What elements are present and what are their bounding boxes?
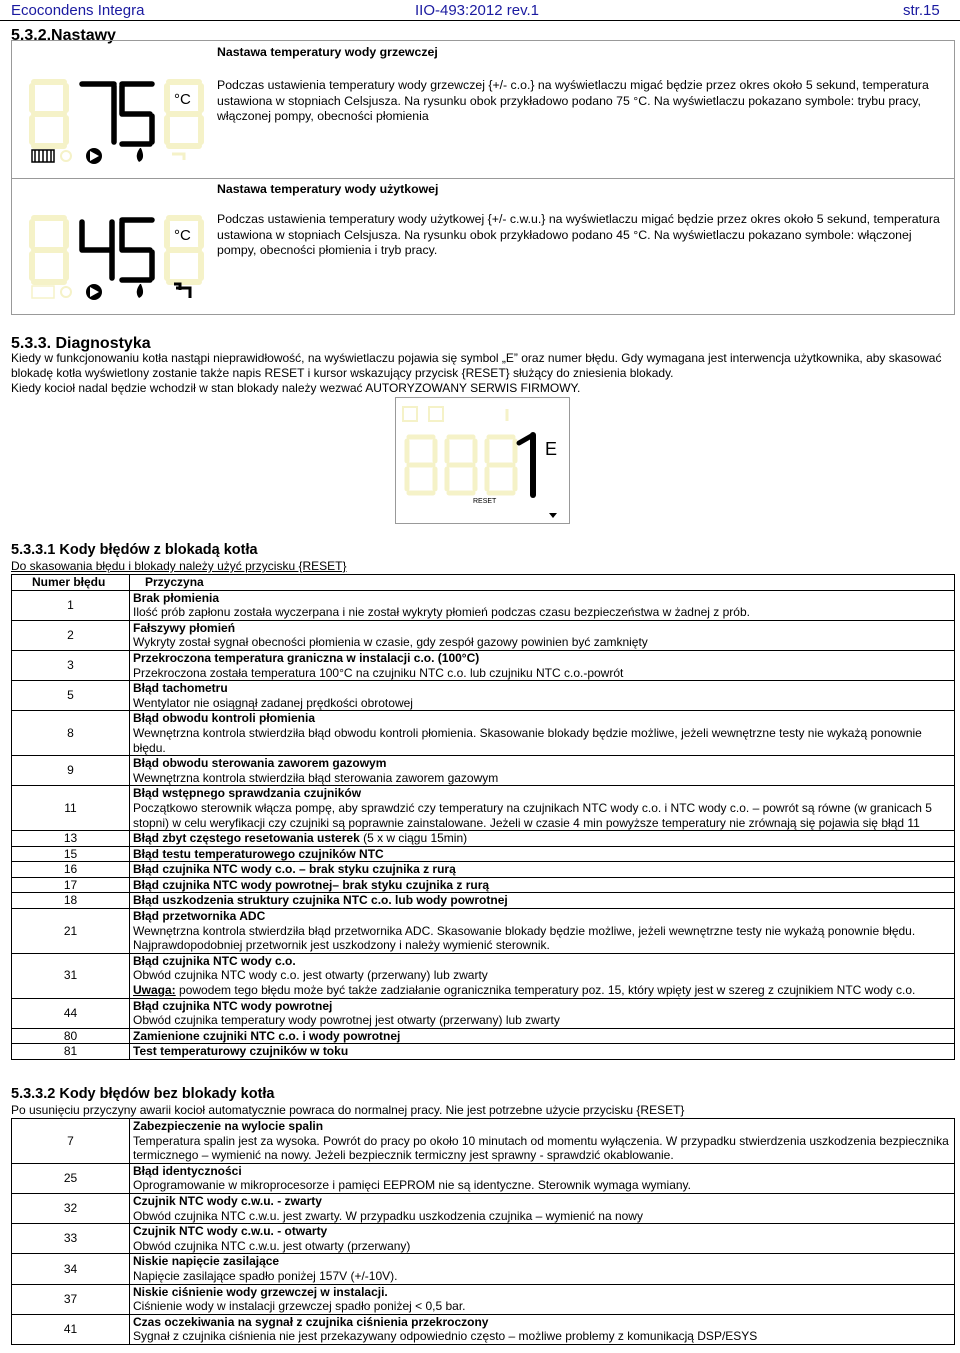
ch-unit: °C — [174, 91, 191, 108]
diagnostics-text: Kiedy w funkcjonowaniu kotła nastąpi nieprawidłowość, na wyświetlaczu pojawia się symbol „E” oraz numer błędu. Gdy wymagana jest interwencja użytkownika, aby skasować blokadę kotła wyświetlony zostanie także napis RESET i kursor wskazujący przycisk {RESET} służący do zniesienia blokady. — [11, 351, 942, 380]
error-number: 81 — [12, 1044, 130, 1060]
error-title: Błąd czujnika NTC wody c.o. – brak styku czujnika z rurą — [133, 862, 456, 877]
table-row — [12, 1254, 955, 1284]
error-number: 21 — [12, 909, 130, 954]
error-title: Błąd obwodu sterowania zaworem gazowym — [133, 756, 387, 771]
dhw-setting-text: Podczas ustawienia temperatury wody użytkowej {+/- c.w.u.} na wyświetlaczu migać będzie przez okres około 5 sekund, temperatura ustawiona w stopniach Celsjusza. Na rysunku obok przykładowo podano 45 °C. Na wyświetlaczu pokazano symbole: włączonej pompy, obecności płomienia i tryb pracy. — [217, 212, 940, 257]
error-symbol: E — [545, 439, 558, 459]
error-number: 41 — [12, 1314, 130, 1344]
error-cause — [130, 893, 955, 909]
error-cause — [130, 786, 955, 831]
error-description: Wykryty został sygnał obecności płomienia w czasie, gdy zespół gazowy powinien być zamknięty — [133, 635, 648, 650]
error-cause — [130, 1314, 955, 1344]
table-row — [12, 681, 955, 711]
nolock-table-intro: Po usunięciu przyczyny awarii kocioł automatycznie powraca do normalnej pracy. Nie jest potrzebne użycie przycisku {RESET} — [11, 1103, 685, 1117]
ch-display-illustration — [24, 72, 209, 172]
error-title: Test temperaturowy czujników w toku — [133, 1044, 349, 1059]
error-description: Wentylator nie osiągnął zadanej prędkości obrotowej — [133, 695, 413, 710]
error-description: Przekroczona została temperatura 100°C na czujniku NTC c.o. lub czujniku NTC c.o.-powrót — [133, 665, 624, 680]
ch-setting-title: Nastawa temperatury wody grzewczej — [217, 45, 438, 59]
error-number: 32 — [12, 1193, 130, 1223]
section-title-533: 5.3.3. Diagnostyka — [11, 335, 151, 352]
error-cause — [130, 846, 955, 862]
error-description: Obwód czujnika NTC wody c.o. jest otwarty (przerwany) lub zwarty — [133, 968, 488, 983]
error-cause — [130, 620, 955, 650]
error-title: Czujnik NTC wody c.w.u. - zwarty — [133, 1193, 322, 1208]
doc-title: Ecocondens Integra — [11, 2, 145, 19]
error-title: Niskie ciśnienie wody grzewczej w instalacji. — [133, 1284, 388, 1299]
error-cause — [130, 1193, 955, 1223]
table-row — [12, 909, 955, 954]
dhw-setting-title: Nastawa temperatury wody użytkowej — [217, 182, 439, 196]
error-title: Błąd przetwornika ADC — [133, 909, 266, 924]
table-row — [12, 1044, 955, 1060]
table-row — [12, 893, 955, 909]
table-row — [12, 1193, 955, 1223]
reset-label: RESET — [473, 498, 497, 505]
diagnostics-text-2: Kiedy kocioł nadal będzie wchodził w stan blokady należy wezwać AUTORYZOWANY SERWIS FIRMOWY. — [11, 381, 581, 395]
table-row — [12, 1119, 955, 1164]
error-number: 5 — [12, 681, 130, 711]
error-description: Wewnętrzna kontrola stwierdziła błąd obwodu kontroli płomienia. Skasowanie blokady będzie możliwe, jeżeli wewnętrzne testy nie wykażą ponownie błędu. — [133, 725, 922, 755]
error-description: Ilość prób zapłonu została wyczerpana i nie został wykryty płomień podczas czasu bezpieczeństwa w żadnej z prób. — [133, 605, 750, 620]
error-description: Wewnętrzna kontrola stwierdziła błąd sterowania zaworem gazowym — [133, 770, 499, 785]
error-description-2: Najprawdopodobniej przetwornik jest uszkodzony i należy wymienić sterownik. — [133, 938, 550, 953]
error-description: Napięcie zasilające spadło poniżej 157V (+/-10V). — [133, 1268, 398, 1283]
nolock-error-table — [11, 1118, 955, 1345]
table-row — [12, 862, 955, 878]
header-rule — [0, 20, 960, 21]
table-row — [12, 846, 955, 862]
error-description: Początkowo sterownik włącza pompę, aby sprawdzić czy temperatury na czujnikach NTC wody c.o. i NTC wody c.o. – powrót są równe (w granicach 5 stopni) w celu weryfikacji czy czujniki są poprawnie zainstalowane. Jeżeli w czasie 4 min powyższe temperatury nie zrównają się pojawia się błąd 11 — [133, 800, 932, 830]
error-cause — [130, 1044, 955, 1060]
error-number: 37 — [12, 1284, 130, 1314]
error-number: 13 — [12, 831, 130, 847]
table-row — [12, 786, 955, 831]
col-header-cause: Przyczyna — [130, 575, 955, 591]
section-title-532: 5.3.2.Nastawy — [11, 27, 116, 44]
error-title: Niskie napięcie zasilające — [133, 1254, 280, 1269]
section-title-5331: 5.3.3.1 Kody błędów z blokadą kotła — [11, 542, 258, 558]
error-description: Obwód czujnika temperatury wody powrotnej jest otwarty (przerwany) lub zwarty — [133, 1013, 560, 1028]
error-cause — [130, 1119, 955, 1164]
error-cause — [130, 953, 955, 998]
error-title: Błąd obwodu kontroli płomienia — [133, 711, 315, 726]
error-title: Błąd identyczności — [133, 1163, 242, 1178]
error-cause — [130, 756, 955, 786]
error-cause — [130, 1028, 955, 1044]
error-number: 44 — [12, 998, 130, 1028]
table-row — [12, 1284, 955, 1314]
error-title: Błąd zbyt częstego resetowania usterek — [133, 831, 360, 846]
warning-text: powodem tego błędu może być także zadziałanie ogranicznika temperatury poz. 15, który wpięty jest w szereg z czujnikiem NTC wody c.o. — [175, 983, 916, 998]
error-number: 9 — [12, 756, 130, 786]
error-number: 34 — [12, 1254, 130, 1284]
error-cause — [130, 909, 955, 954]
table-row — [12, 998, 955, 1028]
error-cause — [130, 681, 955, 711]
error-title: Czujnik NTC wody c.w.u. - otwarty — [133, 1224, 328, 1239]
error-title: Błąd testu temperaturowego czujników NTC — [133, 846, 384, 861]
doc-code: IIO-493:2012 rev.1 — [415, 2, 539, 19]
error-title: Błąd czujnika NTC wody powrotnej– brak styku czujnika z rurą — [133, 877, 490, 892]
error-title: Błąd czujnika NTC wody c.o. — [133, 953, 296, 968]
error-number: 7 — [12, 1119, 130, 1164]
error-description: Temperatura spalin jest za wysoka. Powrót do pracy po około 10 minutach od momentu wyłączenia. W przypadku stwierdzenia uszkodzenia bezpiecznika termicznego – wymienić na nowy. Jeżeli bezpiecznik termiczny jest sprawny - sprawdzić okablowanie. — [133, 1133, 949, 1163]
error-cause — [130, 590, 955, 620]
error-title: Błąd tachometru — [133, 681, 228, 696]
error-cause — [130, 1254, 955, 1284]
error-display-illustration — [395, 397, 570, 524]
table-row — [12, 756, 955, 786]
error-description: Wewnętrzna kontrola stwierdziła błąd przetwornika ADC. Skasowanie blokady będzie możliwe, jeżeli wewnętrzne testy nie wykażą ponownie błędu. — [133, 923, 916, 938]
error-cause — [130, 862, 955, 878]
section-title-5332: 5.3.3.2 Kody błędów bez blokady kotła — [11, 1086, 275, 1102]
error-title: Zabezpieczenie na wylocie spalin — [133, 1119, 324, 1133]
error-title: Błąd czujnika NTC wody powrotnej — [133, 998, 333, 1013]
table-row — [12, 1314, 955, 1344]
error-description: Obwód czujnika NTC c.w.u. jest zwarty. W przypadku uszkodzenia czujnika – wymienić na nowy — [133, 1208, 643, 1223]
table-row — [12, 831, 955, 847]
error-description: Oprogramowanie w mikroprocesorze i pamięci EEPROM nie są identyczne. Sterownik wymaga wymiany. — [133, 1178, 691, 1193]
dhw-unit: °C — [174, 227, 191, 244]
error-warning — [133, 983, 951, 998]
error-number: 25 — [12, 1163, 130, 1193]
error-cause — [130, 1163, 955, 1193]
table-row — [12, 650, 955, 680]
table-row — [12, 877, 955, 893]
error-title: Błąd uszkodzenia struktury czujnika NTC c.o. lub wody powrotnej — [133, 893, 508, 908]
error-extra: (5 x w ciągu 15min) — [363, 831, 468, 846]
table-row — [12, 620, 955, 650]
error-title: Fałszywy płomień — [133, 620, 236, 635]
error-number: 17 — [12, 877, 130, 893]
error-cause — [130, 1224, 955, 1254]
table-row — [12, 590, 955, 620]
error-number: 3 — [12, 650, 130, 680]
error-cause — [130, 998, 955, 1028]
table-row — [12, 953, 955, 998]
error-number: 15 — [12, 846, 130, 862]
error-title: Czas oczekiwania na sygnał z czujnika ciśnienia przekroczony — [133, 1314, 489, 1329]
error-number: 16 — [12, 862, 130, 878]
col-header-number: Numer błędu — [12, 575, 130, 591]
error-description: Obwód czujnika NTC c.w.u. jest otwarty (przerwany) — [133, 1238, 411, 1253]
error-title: Błąd wstępnego sprawdzania czujników — [133, 786, 362, 801]
table-row — [12, 711, 955, 756]
error-cause — [130, 711, 955, 756]
table-row — [12, 1224, 955, 1254]
error-description: Sygnał z czujnika ciśnienia nie jest przekazywany odpowiednio często – możliwe problemy z komunikacją DSP/ESYS — [133, 1329, 758, 1344]
error-number: 80 — [12, 1028, 130, 1044]
error-number: 11 — [12, 786, 130, 831]
error-title: Zamienione czujniki NTC c.o. i wody powrotnej — [133, 1028, 401, 1043]
error-number: 33 — [12, 1224, 130, 1254]
error-cause — [130, 1284, 955, 1314]
table-row — [12, 1028, 955, 1044]
error-cause — [130, 650, 955, 680]
error-number: 2 — [12, 620, 130, 650]
error-number: 31 — [12, 953, 130, 998]
error-cause — [130, 831, 955, 847]
table-row — [12, 1163, 955, 1193]
error-title: Przekroczona temperatura graniczna w instalacji c.o. (100°C) — [133, 650, 480, 665]
error-number: 1 — [12, 590, 130, 620]
dhw-display-illustration — [24, 208, 209, 308]
error-number: 8 — [12, 711, 130, 756]
error-cause — [130, 877, 955, 893]
lock-table-intro: Do skasowania błędu i blokady należy użyć przycisku {RESET} — [11, 559, 347, 573]
error-description: Ciśnienie wody w instalacji grzewczej spadło poniżej < 0,5 bar. — [133, 1299, 466, 1314]
error-title: Brak płomienia — [133, 590, 220, 605]
lock-error-table — [11, 574, 955, 1060]
settings-divider — [11, 178, 955, 179]
error-number: 18 — [12, 893, 130, 909]
ch-setting-text: Podczas ustawienia temperatury wody grzewczej {+/- c.o.} na wyświetlaczu migać będzie przez okres około 5 sekund, temperatura ustawiona w stopniach Celsjusza. Na rysunku obok przykładowo podano 75 °C. Na wyświetlaczu pokazano symbole: trybu pracy, włączonej pompy, obecności płomienia — [217, 78, 929, 123]
page-number: str.15 — [903, 2, 940, 19]
warning-label: Uwaga: — [133, 983, 176, 998]
